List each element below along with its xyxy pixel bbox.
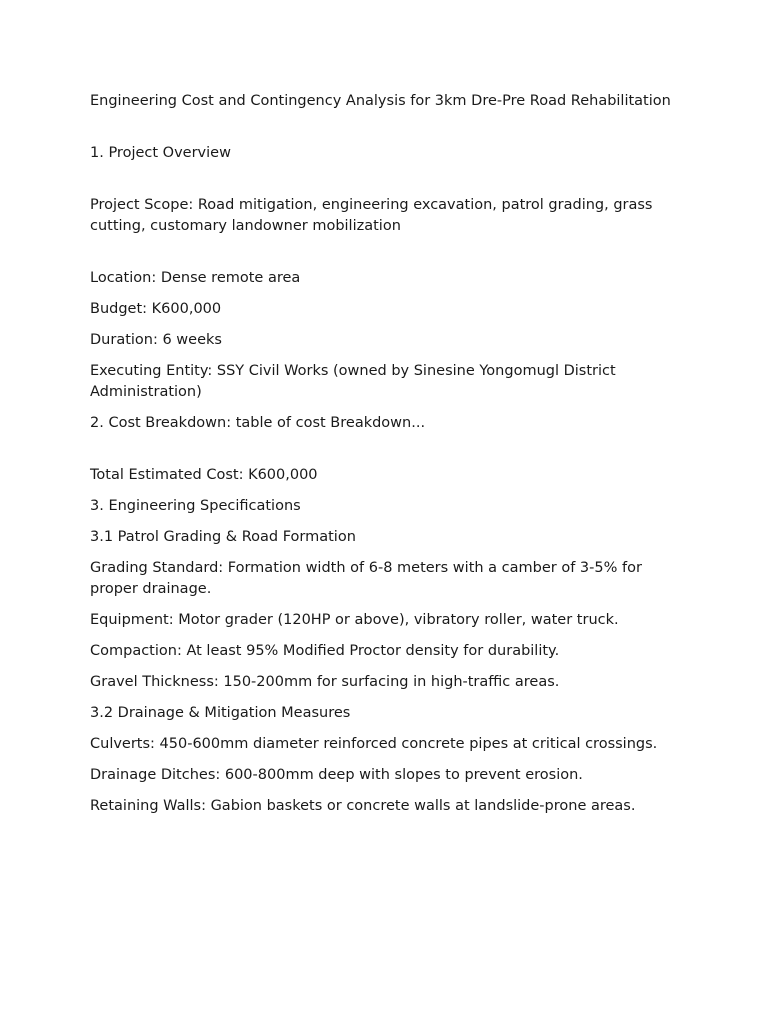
section-3-heading: 3. Engineering Specifications <box>90 498 301 514</box>
document-title: Engineering Cost and Contingency Analysis for 3km Dre-Pre Road Rehabilitation <box>90 93 671 109</box>
document-page <box>90 91 690 827</box>
equipment: Equipment: Motor grader (120HP or above), vibratory roller, water truck. <box>90 612 619 628</box>
section-1-heading: 1. Project Overview <box>90 145 231 161</box>
total-estimated-cost: Total Estimated Cost: K600,000 <box>90 467 318 483</box>
culverts: Culverts: 450-600mm diameter reinforced concrete pipes at critical crossings. <box>90 736 658 752</box>
retaining-walls: Retaining Walls: Gabion baskets or concrete walls at landslide-prone areas. <box>90 798 636 814</box>
compaction: Compaction: At least 95% Modified Proctor density for durability. <box>90 643 560 659</box>
project-location: Location: Dense remote area <box>90 270 301 286</box>
gravel-thickness: Gravel Thickness: 150-200mm for surfacing in high-traffic areas. <box>90 674 560 690</box>
section-3-2-heading: 3.2 Drainage & Mitigation Measures <box>90 705 351 721</box>
project-budget: Budget: K600,000 <box>90 301 222 317</box>
drainage-ditches: Drainage Ditches: 600-800mm deep with slopes to prevent erosion. <box>90 767 583 783</box>
section-3-1-heading: 3.1 Patrol Grading & Road Formation <box>90 529 356 545</box>
project-duration: Duration: 6 weeks <box>90 332 222 348</box>
grading-standard: Grading Standard: Formation width of 6-8 meters with a camber of 3-5% for proper drainage. <box>90 560 642 597</box>
project-scope: Project Scope: Road mitigation, engineering excavation, patrol grading, grass cutting, customary landowner mobilization <box>90 197 653 234</box>
section-2-heading: 2. Cost Breakdown: table of cost Breakdown... <box>90 415 426 431</box>
executing-entity: Executing Entity: SSY Civil Works (owned by Sinesine Yongomugl District Administration) <box>90 363 616 400</box>
